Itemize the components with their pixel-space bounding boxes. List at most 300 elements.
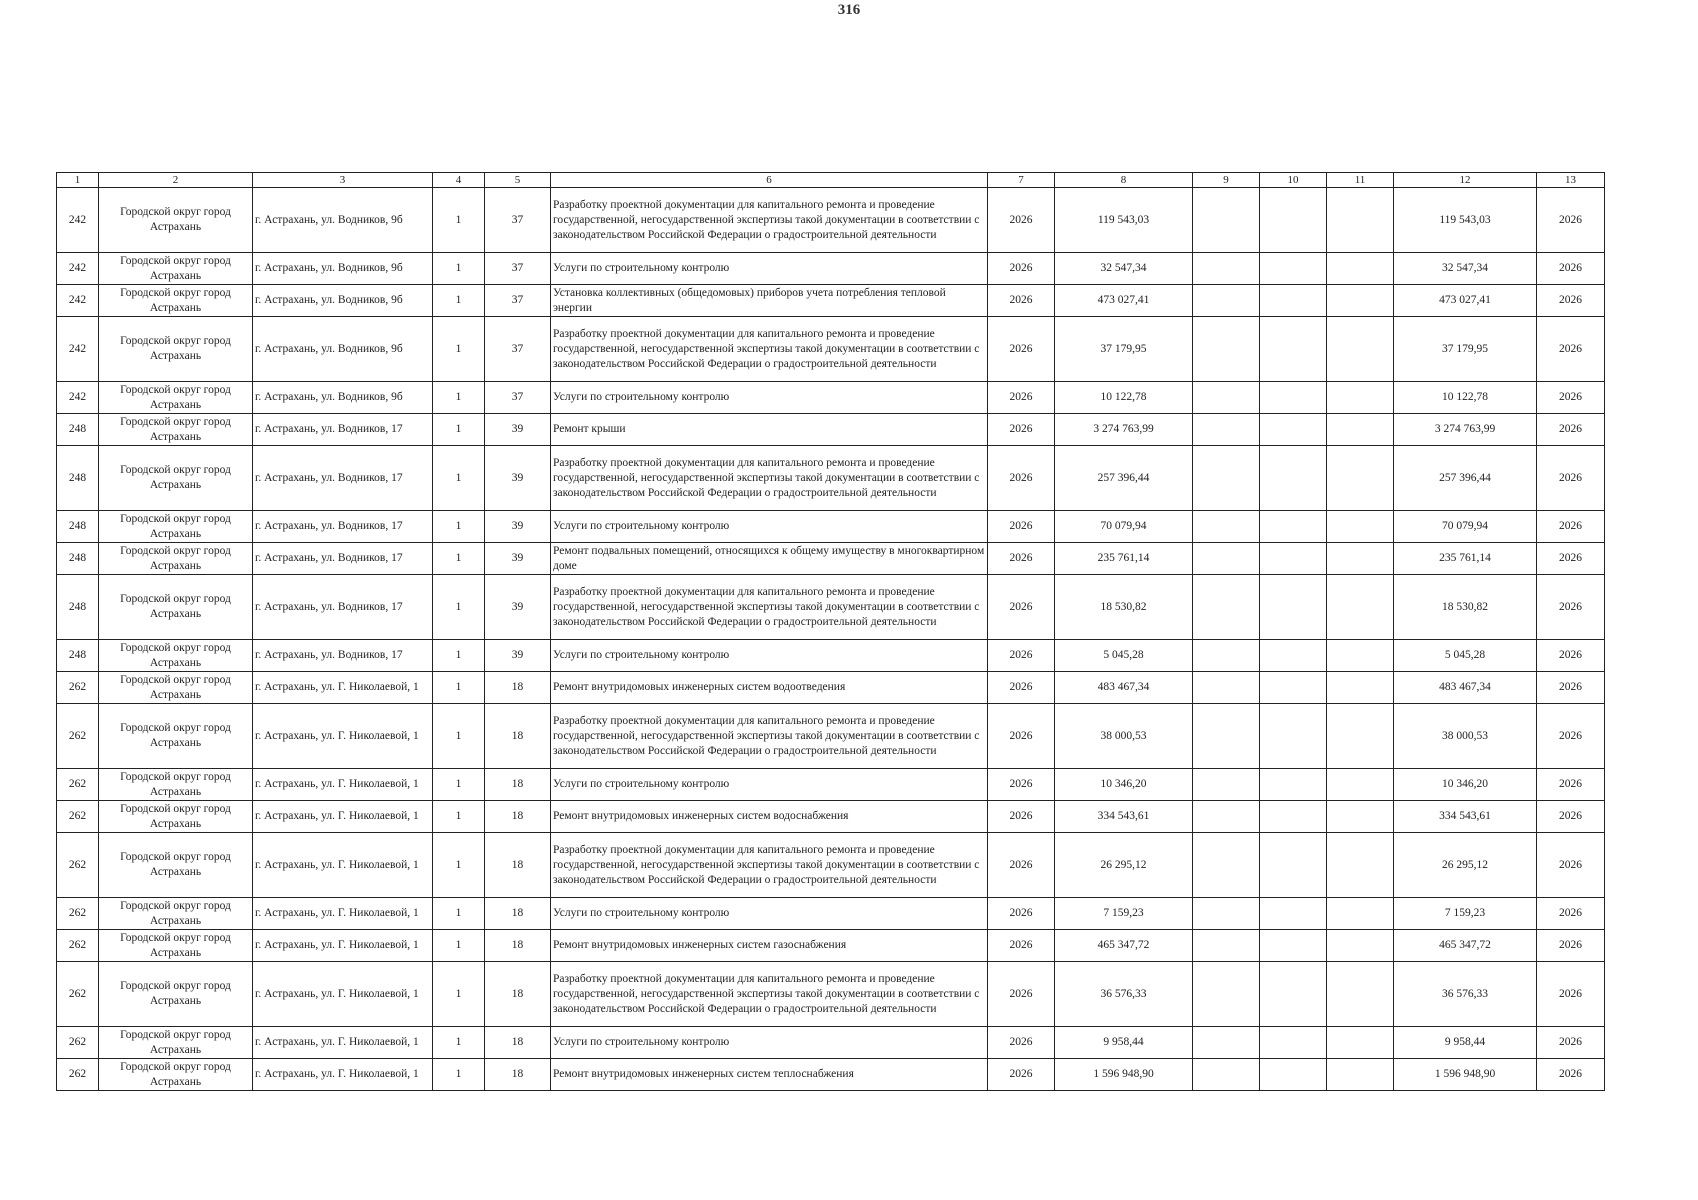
total-cost-cell: 257 396,44 xyxy=(1055,446,1193,511)
col10-cell xyxy=(1260,801,1327,833)
address-cell: г. Астрахань, ул. Г. Николаевой, 1 xyxy=(253,801,433,833)
col9-cell xyxy=(1193,382,1260,414)
fund-cost-cell: 32 547,34 xyxy=(1394,253,1537,285)
col5-cell: 37 xyxy=(485,317,551,382)
year-cell: 2026 xyxy=(988,1027,1055,1059)
col11-cell xyxy=(1327,801,1394,833)
col4-cell: 1 xyxy=(433,704,485,769)
row-number: 262 xyxy=(57,1059,99,1091)
year-cell: 2026 xyxy=(988,188,1055,253)
completion-year-cell: 2026 xyxy=(1537,317,1605,382)
col9-cell xyxy=(1193,511,1260,543)
col10-cell xyxy=(1260,511,1327,543)
column-number-9: 9 xyxy=(1193,173,1260,188)
table-row xyxy=(57,253,1605,285)
col5-cell: 18 xyxy=(485,672,551,704)
col10-cell xyxy=(1260,382,1327,414)
col9-cell xyxy=(1193,414,1260,446)
col5-cell: 18 xyxy=(485,833,551,898)
municipality-cell: Городской округ город Астрахань xyxy=(99,672,253,704)
column-number-7: 7 xyxy=(988,173,1055,188)
fund-cost-cell: 7 159,23 xyxy=(1394,898,1537,930)
address-cell: г. Астрахань, ул. Г. Николаевой, 1 xyxy=(253,672,433,704)
fund-cost-cell: 1 596 948,90 xyxy=(1394,1059,1537,1091)
table-row xyxy=(57,543,1605,575)
col5-cell: 18 xyxy=(485,801,551,833)
address-cell: г. Астрахань, ул. Г. Николаевой, 1 xyxy=(253,833,433,898)
col11-cell xyxy=(1327,704,1394,769)
total-cost-cell: 7 159,23 xyxy=(1055,898,1193,930)
year-cell: 2026 xyxy=(988,769,1055,801)
municipality-cell: Городской округ город Астрахань xyxy=(99,285,253,317)
year-cell: 2026 xyxy=(988,833,1055,898)
work-type-cell: Ремонт внутридомовых инженерных систем водоотведения xyxy=(551,672,988,704)
completion-year-cell: 2026 xyxy=(1537,1027,1605,1059)
column-number-4: 4 xyxy=(433,173,485,188)
fund-cost-cell: 5 045,28 xyxy=(1394,640,1537,672)
col4-cell: 1 xyxy=(433,575,485,640)
col5-cell: 18 xyxy=(485,704,551,769)
table-row xyxy=(57,414,1605,446)
address-cell: г. Астрахань, ул. Водников, 17 xyxy=(253,414,433,446)
col4-cell: 1 xyxy=(433,285,485,317)
column-number-8: 8 xyxy=(1055,173,1193,188)
total-cost-cell: 36 576,33 xyxy=(1055,962,1193,1027)
col10-cell xyxy=(1260,962,1327,1027)
year-cell: 2026 xyxy=(988,930,1055,962)
col10-cell xyxy=(1260,672,1327,704)
address-cell: г. Астрахань, ул. Водников, 9б xyxy=(253,317,433,382)
row-number: 248 xyxy=(57,575,99,640)
address-cell: г. Астрахань, ул. Водников, 9б xyxy=(253,253,433,285)
total-cost-cell: 119 543,03 xyxy=(1055,188,1193,253)
year-cell: 2026 xyxy=(988,898,1055,930)
address-cell: г. Астрахань, ул. Г. Николаевой, 1 xyxy=(253,769,433,801)
row-number: 242 xyxy=(57,382,99,414)
row-number: 242 xyxy=(57,253,99,285)
col10-cell xyxy=(1260,543,1327,575)
col9-cell xyxy=(1193,1027,1260,1059)
address-cell: г. Астрахань, ул. Водников, 9б xyxy=(253,285,433,317)
repair-register-table xyxy=(56,172,1605,1091)
total-cost-cell: 70 079,94 xyxy=(1055,511,1193,543)
table-row xyxy=(57,704,1605,769)
column-number-5: 5 xyxy=(485,173,551,188)
work-type-cell: Ремонт внутридомовых инженерных систем газоснабжения xyxy=(551,930,988,962)
col4-cell: 1 xyxy=(433,414,485,446)
row-number: 262 xyxy=(57,962,99,1027)
fund-cost-cell: 119 543,03 xyxy=(1394,188,1537,253)
col10-cell xyxy=(1260,317,1327,382)
col11-cell xyxy=(1327,317,1394,382)
col4-cell: 1 xyxy=(433,962,485,1027)
row-number: 262 xyxy=(57,898,99,930)
col11-cell xyxy=(1327,1059,1394,1091)
col10-cell xyxy=(1260,704,1327,769)
col9-cell xyxy=(1193,833,1260,898)
fund-cost-cell: 37 179,95 xyxy=(1394,317,1537,382)
municipality-cell: Городской округ город Астрахань xyxy=(99,801,253,833)
col4-cell: 1 xyxy=(433,511,485,543)
year-cell: 2026 xyxy=(988,285,1055,317)
municipality-cell: Городской округ город Астрахань xyxy=(99,543,253,575)
col4-cell: 1 xyxy=(433,1059,485,1091)
column-number-13: 13 xyxy=(1537,173,1605,188)
col10-cell xyxy=(1260,930,1327,962)
completion-year-cell: 2026 xyxy=(1537,575,1605,640)
col5-cell: 39 xyxy=(485,640,551,672)
row-number: 248 xyxy=(57,446,99,511)
page-number: 316 xyxy=(837,2,861,18)
table-row xyxy=(57,801,1605,833)
work-type-cell: Ремонт подвальных помещений, относящихся к общему имуществу в многоквартирном доме xyxy=(551,543,988,575)
table-row xyxy=(57,769,1605,801)
col9-cell xyxy=(1193,1059,1260,1091)
col9-cell xyxy=(1193,898,1260,930)
completion-year-cell: 2026 xyxy=(1537,382,1605,414)
col10-cell xyxy=(1260,414,1327,446)
col11-cell xyxy=(1327,285,1394,317)
col9-cell xyxy=(1193,962,1260,1027)
col10-cell xyxy=(1260,188,1327,253)
work-type-cell: Разработку проектной документации для капитального ремонта и проведение государственной, негосударственной экспертизы такой документации в соответствии с законодательством Российской Федерации о градостроительной деятельности xyxy=(551,317,988,382)
fund-cost-cell: 10 346,20 xyxy=(1394,769,1537,801)
row-number: 262 xyxy=(57,930,99,962)
column-number-row xyxy=(57,173,1605,188)
col5-cell: 39 xyxy=(485,446,551,511)
col11-cell xyxy=(1327,382,1394,414)
table-row xyxy=(57,188,1605,253)
fund-cost-cell: 473 027,41 xyxy=(1394,285,1537,317)
year-cell: 2026 xyxy=(988,414,1055,446)
column-number-11: 11 xyxy=(1327,173,1394,188)
address-cell: г. Астрахань, ул. Г. Николаевой, 1 xyxy=(253,704,433,769)
address-cell: г. Астрахань, ул. Водников, 17 xyxy=(253,511,433,543)
address-cell: г. Астрахань, ул. Г. Николаевой, 1 xyxy=(253,1027,433,1059)
municipality-cell: Городской округ город Астрахань xyxy=(99,704,253,769)
col10-cell xyxy=(1260,446,1327,511)
col4-cell: 1 xyxy=(433,672,485,704)
col5-cell: 18 xyxy=(485,898,551,930)
fund-cost-cell: 18 530,82 xyxy=(1394,575,1537,640)
address-cell: г. Астрахань, ул. Водников, 17 xyxy=(253,446,433,511)
municipality-cell: Городской округ город Астрахань xyxy=(99,253,253,285)
year-cell: 2026 xyxy=(988,962,1055,1027)
col9-cell xyxy=(1193,640,1260,672)
row-number: 262 xyxy=(57,1027,99,1059)
work-type-cell: Разработку проектной документации для капитального ремонта и проведение государственной, негосударственной экспертизы такой документации в соответствии с законодательством Российской Федерации о градостроительной деятельности xyxy=(551,962,988,1027)
col11-cell xyxy=(1327,672,1394,704)
completion-year-cell: 2026 xyxy=(1537,930,1605,962)
table-row xyxy=(57,382,1605,414)
col5-cell: 18 xyxy=(485,930,551,962)
col5-cell: 18 xyxy=(485,1027,551,1059)
col4-cell: 1 xyxy=(433,801,485,833)
address-cell: г. Астрахань, ул. Г. Николаевой, 1 xyxy=(253,898,433,930)
year-cell: 2026 xyxy=(988,672,1055,704)
completion-year-cell: 2026 xyxy=(1537,769,1605,801)
col5-cell: 39 xyxy=(485,543,551,575)
col11-cell xyxy=(1327,769,1394,801)
column-number-10: 10 xyxy=(1260,173,1327,188)
completion-year-cell: 2026 xyxy=(1537,833,1605,898)
fund-cost-cell: 3 274 763,99 xyxy=(1394,414,1537,446)
col9-cell xyxy=(1193,543,1260,575)
work-type-cell: Услуги по строительному контролю xyxy=(551,253,988,285)
col9-cell xyxy=(1193,930,1260,962)
total-cost-cell: 38 000,53 xyxy=(1055,704,1193,769)
col10-cell xyxy=(1260,253,1327,285)
completion-year-cell: 2026 xyxy=(1537,704,1605,769)
municipality-cell: Городской округ город Астрахань xyxy=(99,962,253,1027)
fund-cost-cell: 10 122,78 xyxy=(1394,382,1537,414)
row-number: 242 xyxy=(57,188,99,253)
col4-cell: 1 xyxy=(433,253,485,285)
column-number-2: 2 xyxy=(99,173,253,188)
completion-year-cell: 2026 xyxy=(1537,962,1605,1027)
total-cost-cell: 483 467,34 xyxy=(1055,672,1193,704)
row-number: 262 xyxy=(57,672,99,704)
col4-cell: 1 xyxy=(433,898,485,930)
address-cell: г. Астрахань, ул. Г. Николаевой, 1 xyxy=(253,962,433,1027)
col11-cell xyxy=(1327,962,1394,1027)
fund-cost-cell: 334 543,61 xyxy=(1394,801,1537,833)
year-cell: 2026 xyxy=(988,704,1055,769)
col11-cell xyxy=(1327,898,1394,930)
col5-cell: 18 xyxy=(485,962,551,1027)
column-number-3: 3 xyxy=(253,173,433,188)
work-type-cell: Установка коллективных (общедомовых) приборов учета потребления тепловой энергии xyxy=(551,285,988,317)
table-row xyxy=(57,511,1605,543)
work-type-cell: Услуги по строительному контролю xyxy=(551,382,988,414)
row-number: 242 xyxy=(57,317,99,382)
completion-year-cell: 2026 xyxy=(1537,188,1605,253)
completion-year-cell: 2026 xyxy=(1537,253,1605,285)
completion-year-cell: 2026 xyxy=(1537,446,1605,511)
fund-cost-cell: 235 761,14 xyxy=(1394,543,1537,575)
municipality-cell: Городской округ город Астрахань xyxy=(99,833,253,898)
address-cell: г. Астрахань, ул. Водников, 9б xyxy=(253,188,433,253)
col10-cell xyxy=(1260,575,1327,640)
col5-cell: 18 xyxy=(485,1059,551,1091)
col10-cell xyxy=(1260,769,1327,801)
col9-cell xyxy=(1193,253,1260,285)
col11-cell xyxy=(1327,575,1394,640)
year-cell: 2026 xyxy=(988,511,1055,543)
municipality-cell: Городской округ город Астрахань xyxy=(99,930,253,962)
col4-cell: 1 xyxy=(433,930,485,962)
table-body xyxy=(57,188,1605,1091)
year-cell: 2026 xyxy=(988,575,1055,640)
address-cell: г. Астрахань, ул. Водников, 17 xyxy=(253,640,433,672)
year-cell: 2026 xyxy=(988,446,1055,511)
work-type-cell: Услуги по строительному контролю xyxy=(551,640,988,672)
col9-cell xyxy=(1193,446,1260,511)
fund-cost-cell: 9 958,44 xyxy=(1394,1027,1537,1059)
table-row xyxy=(57,446,1605,511)
col4-cell: 1 xyxy=(433,1027,485,1059)
total-cost-cell: 9 958,44 xyxy=(1055,1027,1193,1059)
row-number: 262 xyxy=(57,769,99,801)
municipality-cell: Городской округ город Астрахань xyxy=(99,769,253,801)
table-row xyxy=(57,672,1605,704)
municipality-cell: Городской округ город Астрахань xyxy=(99,898,253,930)
municipality-cell: Городской округ город Астрахань xyxy=(99,188,253,253)
column-number-1: 1 xyxy=(57,173,99,188)
year-cell: 2026 xyxy=(988,1059,1055,1091)
work-type-cell: Услуги по строительному контролю xyxy=(551,769,988,801)
table-row xyxy=(57,833,1605,898)
work-type-cell: Услуги по строительному контролю xyxy=(551,1027,988,1059)
year-cell: 2026 xyxy=(988,801,1055,833)
total-cost-cell: 5 045,28 xyxy=(1055,640,1193,672)
table-row xyxy=(57,575,1605,640)
col9-cell xyxy=(1193,704,1260,769)
col5-cell: 39 xyxy=(485,414,551,446)
col4-cell: 1 xyxy=(433,188,485,253)
year-cell: 2026 xyxy=(988,543,1055,575)
fund-cost-cell: 257 396,44 xyxy=(1394,446,1537,511)
col5-cell: 18 xyxy=(485,769,551,801)
col11-cell xyxy=(1327,414,1394,446)
year-cell: 2026 xyxy=(988,382,1055,414)
row-number: 262 xyxy=(57,833,99,898)
col4-cell: 1 xyxy=(433,446,485,511)
total-cost-cell: 10 346,20 xyxy=(1055,769,1193,801)
col10-cell xyxy=(1260,898,1327,930)
completion-year-cell: 2026 xyxy=(1537,1059,1605,1091)
total-cost-cell: 18 530,82 xyxy=(1055,575,1193,640)
row-number: 248 xyxy=(57,511,99,543)
work-type-cell: Разработку проектной документации для капитального ремонта и проведение государственной, негосударственной экспертизы такой документации в соответствии с законодательством Российской Федерации о градостроительной деятельности xyxy=(551,833,988,898)
address-cell: г. Астрахань, ул. Г. Николаевой, 1 xyxy=(253,930,433,962)
col11-cell xyxy=(1327,1027,1394,1059)
table-row xyxy=(57,317,1605,382)
work-type-cell: Услуги по строительному контролю xyxy=(551,898,988,930)
col9-cell xyxy=(1193,769,1260,801)
total-cost-cell: 235 761,14 xyxy=(1055,543,1193,575)
completion-year-cell: 2026 xyxy=(1537,672,1605,704)
fund-cost-cell: 38 000,53 xyxy=(1394,704,1537,769)
table-row xyxy=(57,640,1605,672)
col9-cell xyxy=(1193,317,1260,382)
municipality-cell: Городской округ город Астрахань xyxy=(99,575,253,640)
work-type-cell: Ремонт крыши xyxy=(551,414,988,446)
completion-year-cell: 2026 xyxy=(1537,414,1605,446)
address-cell: г. Астрахань, ул. Г. Николаевой, 1 xyxy=(253,1059,433,1091)
col11-cell xyxy=(1327,543,1394,575)
col11-cell xyxy=(1327,833,1394,898)
col10-cell xyxy=(1260,833,1327,898)
total-cost-cell: 32 547,34 xyxy=(1055,253,1193,285)
municipality-cell: Городской округ город Астрахань xyxy=(99,382,253,414)
col4-cell: 1 xyxy=(433,640,485,672)
year-cell: 2026 xyxy=(988,253,1055,285)
row-number: 248 xyxy=(57,414,99,446)
row-number: 262 xyxy=(57,704,99,769)
address-cell: г. Астрахань, ул. Водников, 17 xyxy=(253,575,433,640)
work-type-cell: Ремонт внутридомовых инженерных систем теплоснабжения xyxy=(551,1059,988,1091)
fund-cost-cell: 36 576,33 xyxy=(1394,962,1537,1027)
address-cell: г. Астрахань, ул. Водников, 17 xyxy=(253,543,433,575)
table-row xyxy=(57,285,1605,317)
municipality-cell: Городской округ город Астрахань xyxy=(99,414,253,446)
fund-cost-cell: 465 347,72 xyxy=(1394,930,1537,962)
col10-cell xyxy=(1260,285,1327,317)
work-type-cell: Услуги по строительному контролю xyxy=(551,511,988,543)
work-type-cell: Разработку проектной документации для капитального ремонта и проведение государственной, негосударственной экспертизы такой документации в соответствии с законодательством Российской Федерации о градостроительной деятельности xyxy=(551,575,988,640)
col9-cell xyxy=(1193,285,1260,317)
row-number: 242 xyxy=(57,285,99,317)
total-cost-cell: 334 543,61 xyxy=(1055,801,1193,833)
col11-cell xyxy=(1327,930,1394,962)
total-cost-cell: 1 596 948,90 xyxy=(1055,1059,1193,1091)
col5-cell: 37 xyxy=(485,253,551,285)
address-cell: г. Астрахань, ул. Водников, 9б xyxy=(253,382,433,414)
table-row xyxy=(57,1059,1605,1091)
col5-cell: 37 xyxy=(485,188,551,253)
row-number: 248 xyxy=(57,640,99,672)
table-row xyxy=(57,1027,1605,1059)
col4-cell: 1 xyxy=(433,543,485,575)
fund-cost-cell: 26 295,12 xyxy=(1394,833,1537,898)
total-cost-cell: 473 027,41 xyxy=(1055,285,1193,317)
municipality-cell: Городской округ город Астрахань xyxy=(99,511,253,543)
work-type-cell: Разработку проектной документации для капитального ремонта и проведение государственной, негосударственной экспертизы такой документации в соответствии с законодательством Российской Федерации о градостроительной деятельности xyxy=(551,188,988,253)
col5-cell: 39 xyxy=(485,511,551,543)
completion-year-cell: 2026 xyxy=(1537,640,1605,672)
col11-cell xyxy=(1327,188,1394,253)
row-number: 262 xyxy=(57,801,99,833)
table-row xyxy=(57,898,1605,930)
total-cost-cell: 3 274 763,99 xyxy=(1055,414,1193,446)
work-type-cell: Ремонт внутридомовых инженерных систем водоснабжения xyxy=(551,801,988,833)
year-cell: 2026 xyxy=(988,640,1055,672)
col9-cell xyxy=(1193,672,1260,704)
completion-year-cell: 2026 xyxy=(1537,898,1605,930)
work-type-cell: Разработку проектной документации для капитального ремонта и проведение государственной, негосударственной экспертизы такой документации в соответствии с законодательством Российской Федерации о градостроительной деятельности xyxy=(551,704,988,769)
completion-year-cell: 2026 xyxy=(1537,511,1605,543)
municipality-cell: Городской округ город Астрахань xyxy=(99,640,253,672)
table-row xyxy=(57,930,1605,962)
col5-cell: 39 xyxy=(485,575,551,640)
col10-cell xyxy=(1260,1027,1327,1059)
completion-year-cell: 2026 xyxy=(1537,801,1605,833)
fund-cost-cell: 483 467,34 xyxy=(1394,672,1537,704)
row-number: 248 xyxy=(57,543,99,575)
col10-cell xyxy=(1260,640,1327,672)
col5-cell: 37 xyxy=(485,285,551,317)
completion-year-cell: 2026 xyxy=(1537,543,1605,575)
municipality-cell: Городской округ город Астрахань xyxy=(99,317,253,382)
completion-year-cell: 2026 xyxy=(1537,285,1605,317)
municipality-cell: Городской округ город Астрахань xyxy=(99,1027,253,1059)
col4-cell: 1 xyxy=(433,833,485,898)
col11-cell xyxy=(1327,640,1394,672)
col9-cell xyxy=(1193,188,1260,253)
work-type-cell: Разработку проектной документации для капитального ремонта и проведение государственной, негосударственной экспертизы такой документации в соответствии с законодательством Российской Федерации о градостроительной деятельности xyxy=(551,446,988,511)
total-cost-cell: 37 179,95 xyxy=(1055,317,1193,382)
table-row xyxy=(57,962,1605,1027)
column-number-6: 6 xyxy=(551,173,988,188)
col9-cell xyxy=(1193,801,1260,833)
col4-cell: 1 xyxy=(433,769,485,801)
column-number-12: 12 xyxy=(1394,173,1537,188)
municipality-cell: Городской округ город Астрахань xyxy=(99,446,253,511)
col11-cell xyxy=(1327,511,1394,543)
col9-cell xyxy=(1193,575,1260,640)
year-cell: 2026 xyxy=(988,317,1055,382)
